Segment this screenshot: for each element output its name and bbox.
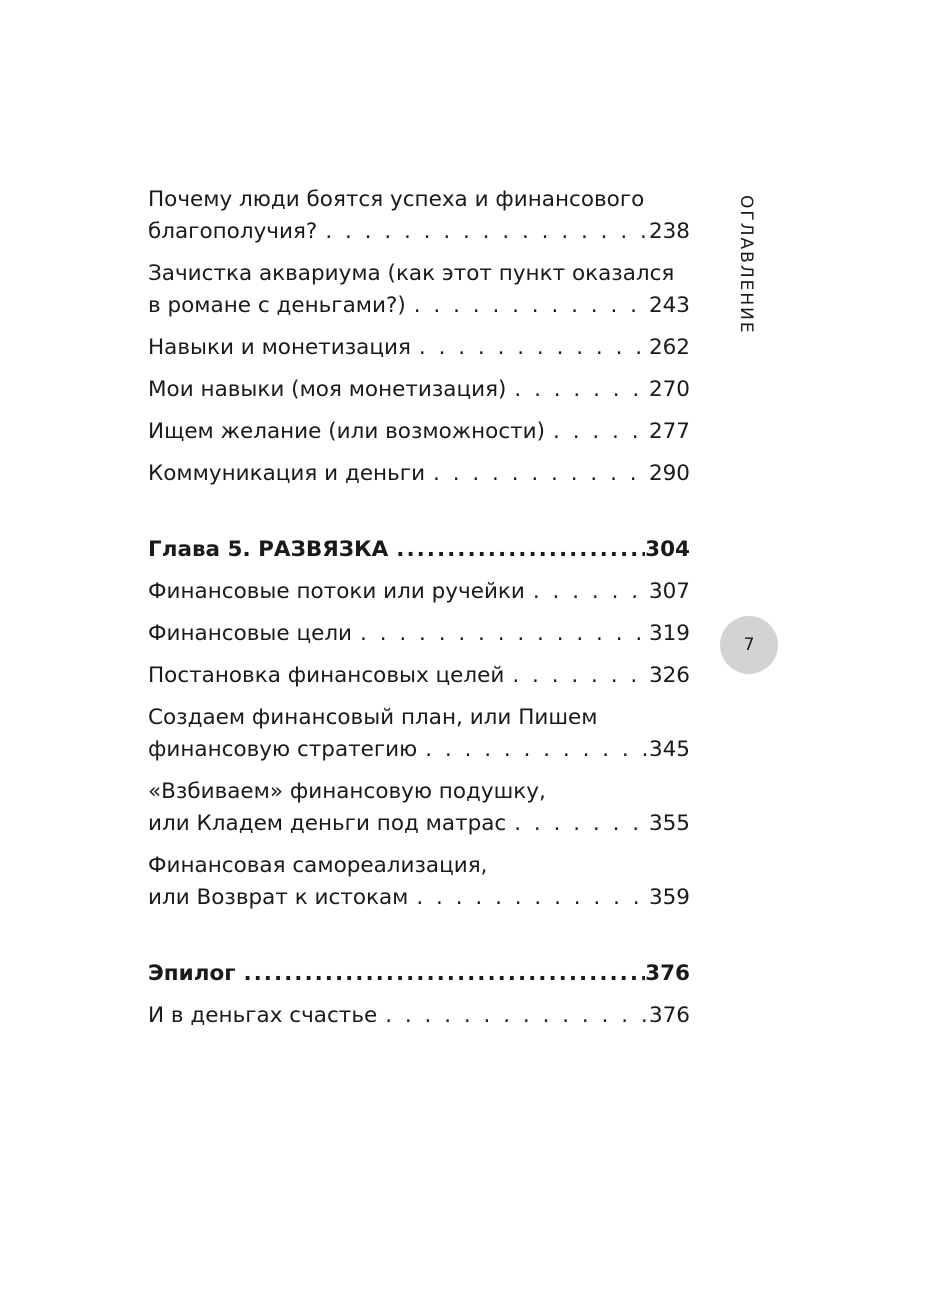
dot-leader bbox=[425, 458, 649, 490]
dot-leader bbox=[545, 416, 649, 448]
toc-entry-title-line2: благополучия? bbox=[148, 219, 318, 244]
toc-entry-row bbox=[148, 734, 690, 766]
toc-entry-title-line1: Зачистка аквариума (как этот пункт оказался bbox=[148, 261, 675, 286]
toc-entry bbox=[148, 184, 690, 248]
toc-entry-title: Финансовые потоки или ручейки bbox=[148, 579, 525, 604]
dot-leader bbox=[506, 374, 649, 406]
dot-leader bbox=[417, 734, 649, 766]
toc-page-number: 270 bbox=[648, 377, 690, 402]
toc-page-number: 304 bbox=[645, 537, 690, 562]
toc-entry-title: Мои навыки (моя монетизация) bbox=[148, 377, 507, 402]
toc-page-number: 376 bbox=[648, 1003, 690, 1028]
toc-entry bbox=[148, 776, 690, 840]
dot-leader bbox=[352, 618, 649, 650]
dot-leader bbox=[504, 660, 649, 692]
toc-entry-title-line2: в романе с деньгами?) bbox=[148, 293, 406, 318]
toc-page-number: 376 bbox=[645, 961, 690, 986]
toc-entry bbox=[148, 332, 690, 364]
toc-entry bbox=[148, 660, 690, 692]
toc-entry bbox=[148, 618, 690, 650]
toc-page-number: 243 bbox=[648, 293, 690, 318]
toc-entry bbox=[148, 576, 690, 608]
toc-epilogue-heading bbox=[148, 958, 690, 990]
toc-entry-title-line1: Финансовая самореализация, bbox=[148, 853, 488, 878]
toc-entry-title-line1: Почему люди боятся успеха и финансового bbox=[148, 187, 645, 212]
toc-entry-row bbox=[148, 216, 690, 248]
toc-entry-title: Постановка финансовых целей bbox=[148, 663, 505, 688]
toc-entry-title: Ищем желание (или возможности) bbox=[148, 419, 546, 444]
toc-entry bbox=[148, 416, 690, 448]
toc-entry-title-line1: Создаем финансовый план, или Пишем bbox=[148, 705, 598, 730]
toc-entry-title: И в деньгах счастье bbox=[148, 1003, 378, 1028]
toc-page-number: 345 bbox=[648, 737, 690, 762]
dot-leader bbox=[506, 808, 649, 840]
toc-page-number: 262 bbox=[648, 335, 690, 360]
toc-entry bbox=[148, 258, 690, 322]
toc-entry bbox=[148, 374, 690, 406]
toc-chapter-heading bbox=[148, 534, 690, 566]
toc-entry-row bbox=[148, 808, 690, 840]
toc-entry-title-line2: или Возврат к истокам bbox=[148, 885, 409, 910]
dot-leader bbox=[408, 882, 649, 914]
dot-leader bbox=[406, 290, 649, 322]
toc-page-number: 326 bbox=[648, 663, 690, 688]
toc-entry-title: Коммуникация и деньги bbox=[148, 461, 426, 486]
toc-page-number: 277 bbox=[648, 419, 690, 444]
toc-entry-title: Навыки и монетизация bbox=[148, 335, 411, 360]
dot-leader bbox=[377, 1000, 649, 1032]
toc-entry-row bbox=[148, 290, 690, 322]
toc-page-number: 359 bbox=[648, 885, 690, 910]
toc-entry-title-line2: финансовую стратегию bbox=[148, 737, 418, 762]
epilogue-title: Эпилог bbox=[148, 961, 236, 986]
page-number-badge: 7 bbox=[720, 616, 778, 674]
dot-leader bbox=[235, 958, 645, 990]
toc-page-number: 290 bbox=[648, 461, 690, 486]
toc-entry-title-line1: «Взбиваем» финансовую подушку, bbox=[148, 779, 546, 804]
dot-leader bbox=[388, 534, 645, 566]
toc-page-number: 355 bbox=[648, 811, 690, 836]
dot-leader bbox=[525, 576, 649, 608]
toc-page-number: 238 bbox=[648, 219, 690, 244]
dot-leader bbox=[411, 332, 649, 364]
chapter-title: Глава 5. РАЗВЯЗКА bbox=[148, 537, 389, 562]
toc-entry-title: Финансовые цели bbox=[148, 621, 353, 646]
section-side-title: ОГЛАВЛЕНИЕ bbox=[736, 195, 756, 335]
toc-page-number: 307 bbox=[648, 579, 690, 604]
dot-leader bbox=[317, 216, 649, 248]
toc-entry bbox=[148, 850, 690, 914]
toc-entry-row bbox=[148, 882, 690, 914]
toc-entry-title-line2: или Кладем деньги под матрас bbox=[148, 811, 507, 836]
toc-entry bbox=[148, 1000, 690, 1032]
table-of-contents bbox=[148, 184, 690, 1042]
toc-page-number: 319 bbox=[648, 621, 690, 646]
toc-entry bbox=[148, 458, 690, 490]
toc-entry bbox=[148, 702, 690, 766]
